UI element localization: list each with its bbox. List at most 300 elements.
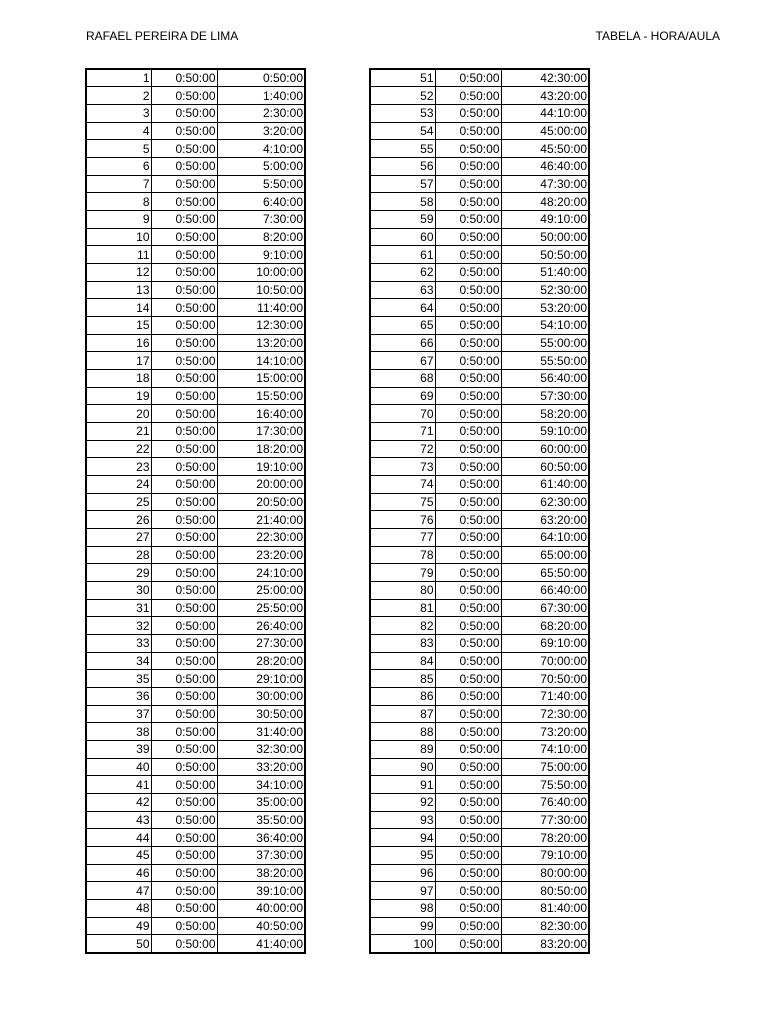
table-row [86, 581, 305, 599]
cumulative-time-cell: 74:10:00 [501, 741, 589, 759]
table-row [86, 652, 305, 670]
lesson-duration-cell: 0:50:00 [151, 316, 217, 334]
lesson-number-cell: 8 [86, 193, 151, 211]
cumulative-time-cell: 30:00:00 [217, 688, 305, 706]
lesson-duration-cell: 0:50:00 [151, 917, 217, 935]
lesson-number-cell: 67 [370, 352, 435, 370]
cumulative-time-cell: 62:30:00 [501, 493, 589, 511]
lesson-duration-cell: 0:50:00 [151, 440, 217, 458]
lesson-duration-cell: 0:50:00 [435, 140, 501, 158]
table-row [86, 263, 305, 281]
lesson-number-cell: 52 [370, 87, 435, 105]
lesson-duration-cell: 0:50:00 [435, 617, 501, 635]
lesson-duration-cell: 0:50:00 [151, 688, 217, 706]
lesson-number-cell: 38 [86, 723, 151, 741]
table-row [86, 741, 305, 759]
table-row [86, 511, 305, 529]
table-row [86, 864, 305, 882]
table-row [370, 864, 589, 882]
cumulative-time-cell: 80:50:00 [501, 882, 589, 900]
lesson-number-cell: 53 [370, 104, 435, 122]
cumulative-time-cell: 56:40:00 [501, 369, 589, 387]
lesson-duration-cell: 0:50:00 [435, 246, 501, 264]
table-row [86, 299, 305, 317]
lesson-duration-cell: 0:50:00 [151, 617, 217, 635]
cumulative-time-cell: 50:50:00 [501, 246, 589, 264]
table-row [370, 263, 589, 281]
lesson-duration-cell: 0:50:00 [435, 528, 501, 546]
cumulative-time-cell: 48:20:00 [501, 193, 589, 211]
lesson-number-cell: 44 [86, 829, 151, 847]
lesson-number-cell: 82 [370, 617, 435, 635]
lesson-number-cell: 1 [86, 69, 151, 87]
cumulative-time-cell: 18:20:00 [217, 440, 305, 458]
cumulative-time-cell: 72:30:00 [501, 705, 589, 723]
cumulative-time-cell: 50:00:00 [501, 228, 589, 246]
table-row [86, 69, 305, 87]
cumulative-time-cell: 25:50:00 [217, 599, 305, 617]
lesson-number-cell: 5 [86, 140, 151, 158]
lesson-duration-cell: 0:50:00 [435, 599, 501, 617]
lesson-duration-cell: 0:50:00 [151, 405, 217, 423]
cumulative-time-cell: 30:50:00 [217, 705, 305, 723]
table-row [370, 581, 589, 599]
table-row [370, 776, 589, 794]
cumulative-time-cell: 78:20:00 [501, 829, 589, 847]
lesson-duration-cell: 0:50:00 [435, 688, 501, 706]
table-row [86, 688, 305, 706]
table-row [370, 794, 589, 812]
cumulative-time-cell: 20:50:00 [217, 493, 305, 511]
lesson-duration-cell: 0:50:00 [435, 405, 501, 423]
table-row [86, 917, 305, 935]
cumulative-time-cell: 40:50:00 [217, 917, 305, 935]
table-row [86, 405, 305, 423]
cumulative-time-cell: 70:50:00 [501, 670, 589, 688]
lesson-number-cell: 78 [370, 546, 435, 564]
cumulative-time-cell: 43:20:00 [501, 87, 589, 105]
lesson-number-cell: 9 [86, 210, 151, 228]
cumulative-time-cell: 2:30:00 [217, 104, 305, 122]
lesson-duration-cell: 0:50:00 [151, 193, 217, 211]
lesson-duration-cell: 0:50:00 [435, 794, 501, 812]
lesson-duration-cell: 0:50:00 [435, 564, 501, 582]
cumulative-time-cell: 17:30:00 [217, 422, 305, 440]
lesson-number-cell: 63 [370, 281, 435, 299]
hours-table-right [369, 68, 590, 954]
lesson-duration-cell: 0:50:00 [151, 864, 217, 882]
cumulative-time-cell: 11:40:00 [217, 299, 305, 317]
lesson-number-cell: 75 [370, 493, 435, 511]
lesson-duration-cell: 0:50:00 [151, 511, 217, 529]
table-row [370, 741, 589, 759]
cumulative-time-cell: 35:00:00 [217, 794, 305, 812]
cumulative-time-cell: 41:40:00 [217, 935, 305, 953]
table-row [86, 546, 305, 564]
cumulative-time-cell: 55:00:00 [501, 334, 589, 352]
cumulative-time-cell: 5:50:00 [217, 175, 305, 193]
lesson-duration-cell: 0:50:00 [435, 829, 501, 847]
table-row [370, 617, 589, 635]
lesson-number-cell: 74 [370, 475, 435, 493]
lesson-number-cell: 79 [370, 564, 435, 582]
lesson-number-cell: 59 [370, 210, 435, 228]
cumulative-time-cell: 23:20:00 [217, 546, 305, 564]
lesson-duration-cell: 0:50:00 [151, 475, 217, 493]
table-row [86, 617, 305, 635]
table-row [370, 917, 589, 935]
cumulative-time-cell: 65:50:00 [501, 564, 589, 582]
cumulative-time-cell: 21:40:00 [217, 511, 305, 529]
lesson-duration-cell: 0:50:00 [151, 758, 217, 776]
lesson-number-cell: 62 [370, 263, 435, 281]
lesson-duration-cell: 0:50:00 [435, 210, 501, 228]
lesson-duration-cell: 0:50:00 [435, 281, 501, 299]
lesson-number-cell: 49 [86, 917, 151, 935]
lesson-number-cell: 96 [370, 864, 435, 882]
table-row [370, 882, 589, 900]
cumulative-time-cell: 49:10:00 [501, 210, 589, 228]
lesson-duration-cell: 0:50:00 [151, 635, 217, 653]
lesson-number-cell: 46 [86, 864, 151, 882]
table-row [370, 599, 589, 617]
lesson-number-cell: 43 [86, 811, 151, 829]
cumulative-time-cell: 0:50:00 [217, 69, 305, 87]
lesson-duration-cell: 0:50:00 [151, 246, 217, 264]
table-row [370, 528, 589, 546]
lesson-number-cell: 7 [86, 175, 151, 193]
lesson-duration-cell: 0:50:00 [435, 299, 501, 317]
cumulative-time-cell: 32:30:00 [217, 741, 305, 759]
cumulative-time-cell: 40:00:00 [217, 900, 305, 918]
lesson-number-cell: 40 [86, 758, 151, 776]
lesson-duration-cell: 0:50:00 [435, 122, 501, 140]
lesson-number-cell: 89 [370, 741, 435, 759]
table-row [370, 422, 589, 440]
cumulative-time-cell: 61:40:00 [501, 475, 589, 493]
lesson-duration-cell: 0:50:00 [151, 299, 217, 317]
lesson-number-cell: 88 [370, 723, 435, 741]
lesson-number-cell: 3 [86, 104, 151, 122]
cumulative-time-cell: 76:40:00 [501, 794, 589, 812]
lesson-duration-cell: 0:50:00 [151, 352, 217, 370]
table-row [86, 935, 305, 953]
table-row [370, 458, 589, 476]
lesson-number-cell: 77 [370, 528, 435, 546]
cumulative-time-cell: 65:00:00 [501, 546, 589, 564]
lesson-duration-cell: 0:50:00 [435, 228, 501, 246]
table-row [86, 87, 305, 105]
cumulative-time-cell: 38:20:00 [217, 864, 305, 882]
lesson-duration-cell: 0:50:00 [151, 670, 217, 688]
lesson-duration-cell: 0:50:00 [151, 334, 217, 352]
lesson-number-cell: 73 [370, 458, 435, 476]
table-row [86, 193, 305, 211]
lesson-number-cell: 30 [86, 581, 151, 599]
table-row [370, 87, 589, 105]
cumulative-time-cell: 80:00:00 [501, 864, 589, 882]
lesson-number-cell: 84 [370, 652, 435, 670]
lesson-number-cell: 39 [86, 741, 151, 759]
table-row [86, 723, 305, 741]
cumulative-time-cell: 81:40:00 [501, 900, 589, 918]
lesson-number-cell: 60 [370, 228, 435, 246]
cumulative-time-cell: 73:20:00 [501, 723, 589, 741]
table-row [370, 635, 589, 653]
table-row [370, 122, 589, 140]
cumulative-time-cell: 10:50:00 [217, 281, 305, 299]
cumulative-time-cell: 45:50:00 [501, 140, 589, 158]
table-row [86, 900, 305, 918]
lesson-duration-cell: 0:50:00 [435, 352, 501, 370]
cumulative-time-cell: 75:00:00 [501, 758, 589, 776]
lesson-number-cell: 86 [370, 688, 435, 706]
lesson-duration-cell: 0:50:00 [435, 546, 501, 564]
lesson-duration-cell: 0:50:00 [151, 122, 217, 140]
table-row [370, 281, 589, 299]
lesson-duration-cell: 0:50:00 [435, 493, 501, 511]
hours-table-left [85, 68, 306, 954]
lesson-number-cell: 51 [370, 69, 435, 87]
lesson-number-cell: 21 [86, 422, 151, 440]
cumulative-time-cell: 7:30:00 [217, 210, 305, 228]
table-row [370, 652, 589, 670]
lesson-number-cell: 33 [86, 635, 151, 653]
table-row [86, 599, 305, 617]
cumulative-time-cell: 46:40:00 [501, 157, 589, 175]
table-row [86, 175, 305, 193]
cumulative-time-cell: 36:40:00 [217, 829, 305, 847]
table-row [370, 352, 589, 370]
lesson-number-cell: 99 [370, 917, 435, 935]
cumulative-time-cell: 3:20:00 [217, 122, 305, 140]
lesson-number-cell: 83 [370, 635, 435, 653]
table-row [370, 387, 589, 405]
table-row [370, 440, 589, 458]
lesson-duration-cell: 0:50:00 [435, 581, 501, 599]
table-row [86, 776, 305, 794]
lesson-number-cell: 19 [86, 387, 151, 405]
table-row [86, 140, 305, 158]
table-row [86, 811, 305, 829]
cumulative-time-cell: 15:00:00 [217, 369, 305, 387]
cumulative-time-cell: 4:10:00 [217, 140, 305, 158]
lesson-number-cell: 66 [370, 334, 435, 352]
table-row [370, 140, 589, 158]
cumulative-time-cell: 60:50:00 [501, 458, 589, 476]
cumulative-time-cell: 59:10:00 [501, 422, 589, 440]
lesson-number-cell: 90 [370, 758, 435, 776]
lesson-number-cell: 70 [370, 405, 435, 423]
lesson-duration-cell: 0:50:00 [435, 458, 501, 476]
cumulative-time-cell: 8:20:00 [217, 228, 305, 246]
lesson-duration-cell: 0:50:00 [151, 140, 217, 158]
table-row [370, 210, 589, 228]
lesson-duration-cell: 0:50:00 [151, 69, 217, 87]
lesson-duration-cell: 0:50:00 [435, 652, 501, 670]
lesson-duration-cell: 0:50:00 [435, 175, 501, 193]
cumulative-time-cell: 15:50:00 [217, 387, 305, 405]
lesson-number-cell: 97 [370, 882, 435, 900]
table-row [86, 758, 305, 776]
cumulative-time-cell: 69:10:00 [501, 635, 589, 653]
lesson-duration-cell: 0:50:00 [435, 369, 501, 387]
lesson-number-cell: 56 [370, 157, 435, 175]
table-row [370, 705, 589, 723]
lesson-duration-cell: 0:50:00 [151, 228, 217, 246]
table-row [86, 210, 305, 228]
lesson-number-cell: 87 [370, 705, 435, 723]
lesson-duration-cell: 0:50:00 [435, 69, 501, 87]
table-row [370, 811, 589, 829]
cumulative-time-cell: 10:00:00 [217, 263, 305, 281]
lesson-number-cell: 76 [370, 511, 435, 529]
lesson-duration-cell: 0:50:00 [435, 811, 501, 829]
lesson-duration-cell: 0:50:00 [151, 900, 217, 918]
cumulative-time-cell: 14:10:00 [217, 352, 305, 370]
cumulative-time-cell: 27:30:00 [217, 635, 305, 653]
cumulative-time-cell: 13:20:00 [217, 334, 305, 352]
lesson-duration-cell: 0:50:00 [435, 635, 501, 653]
lesson-number-cell: 13 [86, 281, 151, 299]
table-row [86, 528, 305, 546]
lesson-number-cell: 27 [86, 528, 151, 546]
cumulative-time-cell: 16:40:00 [217, 405, 305, 423]
lesson-number-cell: 98 [370, 900, 435, 918]
lesson-duration-cell: 0:50:00 [435, 935, 501, 953]
lesson-duration-cell: 0:50:00 [435, 193, 501, 211]
table-row [370, 723, 589, 741]
lesson-number-cell: 47 [86, 882, 151, 900]
lesson-number-cell: 68 [370, 369, 435, 387]
table-row [86, 440, 305, 458]
cumulative-time-cell: 19:10:00 [217, 458, 305, 476]
lesson-duration-cell: 0:50:00 [435, 422, 501, 440]
lesson-number-cell: 81 [370, 599, 435, 617]
lesson-duration-cell: 0:50:00 [435, 741, 501, 759]
cumulative-time-cell: 63:20:00 [501, 511, 589, 529]
lesson-duration-cell: 0:50:00 [151, 87, 217, 105]
cumulative-time-cell: 54:10:00 [501, 316, 589, 334]
lesson-duration-cell: 0:50:00 [151, 175, 217, 193]
lesson-duration-cell: 0:50:00 [151, 263, 217, 281]
lesson-duration-cell: 0:50:00 [435, 864, 501, 882]
table-row [86, 422, 305, 440]
cumulative-time-cell: 28:20:00 [217, 652, 305, 670]
cumulative-time-cell: 66:40:00 [501, 581, 589, 599]
cumulative-time-cell: 39:10:00 [217, 882, 305, 900]
table-row [370, 511, 589, 529]
cumulative-time-cell: 52:30:00 [501, 281, 589, 299]
cumulative-time-cell: 29:10:00 [217, 670, 305, 688]
lesson-duration-cell: 0:50:00 [435, 723, 501, 741]
table-row [370, 475, 589, 493]
cumulative-time-cell: 79:10:00 [501, 847, 589, 865]
table-row [370, 670, 589, 688]
table-row [370, 299, 589, 317]
cumulative-time-cell: 12:30:00 [217, 316, 305, 334]
cumulative-time-cell: 70:00:00 [501, 652, 589, 670]
cumulative-time-cell: 75:50:00 [501, 776, 589, 794]
lesson-number-cell: 4 [86, 122, 151, 140]
lesson-duration-cell: 0:50:00 [435, 882, 501, 900]
lesson-duration-cell: 0:50:00 [435, 263, 501, 281]
cumulative-time-cell: 44:10:00 [501, 104, 589, 122]
lesson-duration-cell: 0:50:00 [151, 776, 217, 794]
cumulative-time-cell: 64:10:00 [501, 528, 589, 546]
lesson-number-cell: 61 [370, 246, 435, 264]
table-row [370, 69, 589, 87]
lesson-duration-cell: 0:50:00 [151, 564, 217, 582]
lesson-number-cell: 58 [370, 193, 435, 211]
lesson-duration-cell: 0:50:00 [435, 440, 501, 458]
table-row [86, 458, 305, 476]
lesson-duration-cell: 0:50:00 [151, 493, 217, 511]
lesson-duration-cell: 0:50:00 [151, 458, 217, 476]
lesson-number-cell: 55 [370, 140, 435, 158]
lesson-duration-cell: 0:50:00 [435, 758, 501, 776]
lesson-number-cell: 15 [86, 316, 151, 334]
lesson-duration-cell: 0:50:00 [151, 369, 217, 387]
cumulative-time-cell: 83:20:00 [501, 935, 589, 953]
table-row [370, 193, 589, 211]
lesson-duration-cell: 0:50:00 [435, 387, 501, 405]
table-row [86, 705, 305, 723]
cumulative-time-cell: 9:10:00 [217, 246, 305, 264]
cumulative-time-cell: 77:30:00 [501, 811, 589, 829]
lesson-duration-cell: 0:50:00 [435, 316, 501, 334]
lesson-number-cell: 31 [86, 599, 151, 617]
table-row [86, 281, 305, 299]
lesson-duration-cell: 0:50:00 [435, 87, 501, 105]
lesson-duration-cell: 0:50:00 [151, 829, 217, 847]
cumulative-time-cell: 34:10:00 [217, 776, 305, 794]
lesson-duration-cell: 0:50:00 [435, 157, 501, 175]
table-row [86, 157, 305, 175]
lesson-number-cell: 25 [86, 493, 151, 511]
lesson-duration-cell: 0:50:00 [151, 847, 217, 865]
lesson-number-cell: 100 [370, 935, 435, 953]
table-row [370, 829, 589, 847]
lesson-number-cell: 10 [86, 228, 151, 246]
lesson-duration-cell: 0:50:00 [151, 281, 217, 299]
lesson-number-cell: 17 [86, 352, 151, 370]
table-row [86, 369, 305, 387]
lesson-duration-cell: 0:50:00 [151, 104, 217, 122]
lesson-duration-cell: 0:50:00 [151, 705, 217, 723]
table-row [86, 104, 305, 122]
table-row [370, 900, 589, 918]
cumulative-time-cell: 42:30:00 [501, 69, 589, 87]
table-row [86, 246, 305, 264]
lesson-duration-cell: 0:50:00 [151, 794, 217, 812]
author-name: RAFAEL PEREIRA DE LIMA [86, 29, 239, 43]
lesson-number-cell: 36 [86, 688, 151, 706]
lesson-duration-cell: 0:50:00 [151, 581, 217, 599]
cumulative-time-cell: 5:00:00 [217, 157, 305, 175]
cumulative-time-cell: 45:00:00 [501, 122, 589, 140]
lesson-duration-cell: 0:50:00 [435, 900, 501, 918]
lesson-number-cell: 80 [370, 581, 435, 599]
lesson-number-cell: 64 [370, 299, 435, 317]
lesson-number-cell: 41 [86, 776, 151, 794]
lesson-duration-cell: 0:50:00 [151, 811, 217, 829]
table-row [370, 564, 589, 582]
table-row [86, 316, 305, 334]
lesson-number-cell: 18 [86, 369, 151, 387]
table-row [86, 334, 305, 352]
cumulative-time-cell: 53:20:00 [501, 299, 589, 317]
